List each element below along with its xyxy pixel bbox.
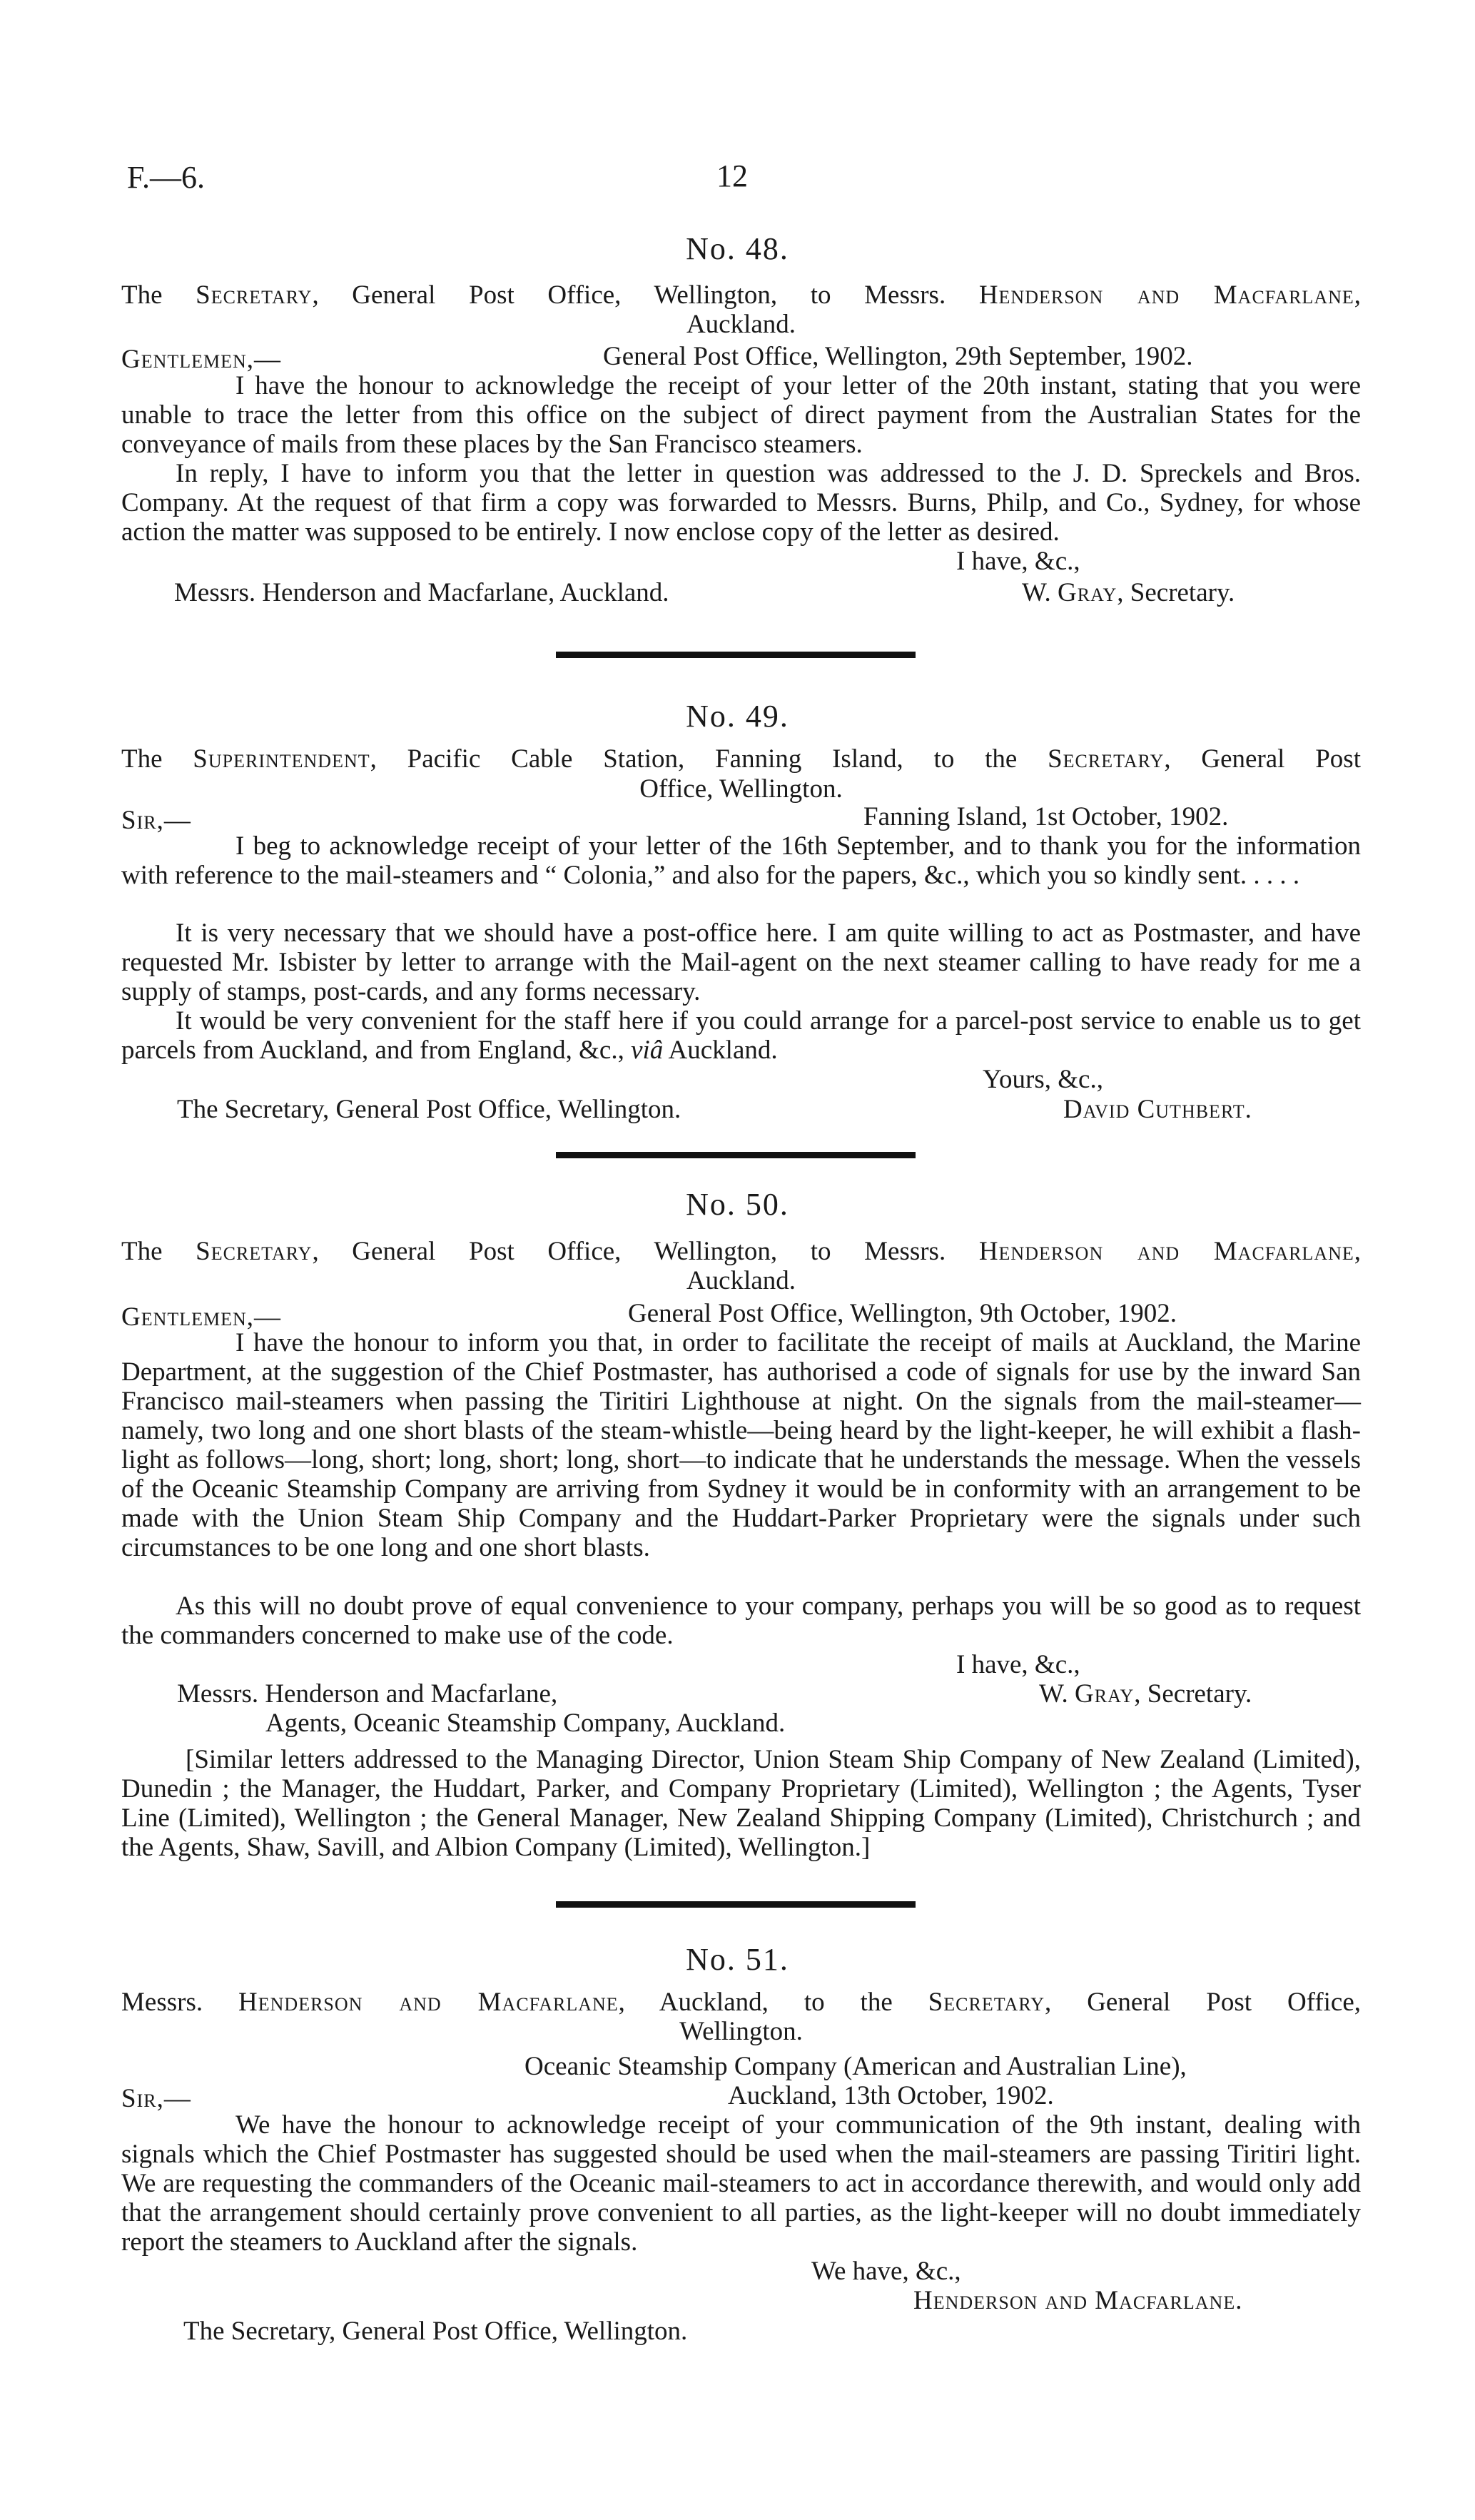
addressee: Messrs. Henderson and Macfarlane, Auckland. xyxy=(174,578,669,607)
letter-number: No. 50. xyxy=(686,1187,789,1222)
sender-name: Superintendent xyxy=(193,744,370,774)
salutation: Gentlemen,— xyxy=(121,345,282,374)
addressee: Messrs. Henderson and Macfarlane, xyxy=(177,1679,558,1709)
place-date: Auckland, 13th October, 1902. xyxy=(728,2081,1054,2110)
page-number: 12 xyxy=(716,158,748,193)
place-line: Oceanic Steamship Company (American and Australian Line), xyxy=(524,2052,1187,2081)
closing: Yours, &c., xyxy=(983,1065,1103,1094)
signature: W. Gray, Secretary. xyxy=(1022,578,1235,607)
closing: I have, &c., xyxy=(956,547,1080,576)
place-date: Fanning Island, 1st October, 1902. xyxy=(863,802,1229,831)
letter-address-line2: Wellington. xyxy=(679,2017,803,2046)
paragraph: It is very necessary that we should have a post-office here. I am quite willing to act as Postmaster, and have requested Mr. Isbister by letter to arrange with the Mail-agent on the next steamer calling to have ready for me a supply of stamps, post-cards, and any forms necessary. xyxy=(121,919,1361,1006)
document-reference: F.—6. xyxy=(127,160,205,195)
note-paragraph: [Similar letters addressed to the Managing Director, Union Steam Ship Company of New Zealand (Limited), Dunedin ; the Manager, the Huddart, Parker, and Company Proprietary (Limited), Wellington ; the Agents, Tyser Line (Limited), Wellington ; the General Manager, New Zealand Shipping Company (Limited), Christchurch ; and the Agents, Shaw, Savill, and Albion Company (Limited), Wellington.] xyxy=(121,1745,1361,1862)
paragraph: In reply, I have to inform you that the letter in question was addressed to the J. D. Spreckels and Bros. Company. At the request of that firm a copy was forwarded to Messrs. Burns, Philp, and Co., Sydney, for whose action the matter was supposed to be entirely. I now enclose copy of the letter as desired. xyxy=(121,459,1361,547)
recipient-name: Henderson and Macfarlane xyxy=(978,280,1354,310)
place-date: General Post Office, Wellington, 29th September, 1902. xyxy=(603,342,1193,371)
recipient-name: Secretary xyxy=(928,1988,1045,2017)
salutation: Sir,— xyxy=(121,806,191,835)
paragraph: I have the honour to inform you that, in order to facilitate the receipt of mails at Auckland, the Marine Department, at the suggestion of the Chief Postmaster, has authorised a code of signals for use by the inward San Francisco mail-steamers when passing the Tiritiri Lighthouse at night. On the signals from the mail-steamer—namely, two long and one short blasts of the steam-whistle—being heard by the light-keeper, he will exhibit a flash-light as follows—long, short; long, short; long, short—to indicate that he understands the message. When the vessels of the Oceanic Steamship Company are arriving from Sydney it would be in conformity with an arrangement to be made with the Union Steam Ship Company and the Huddart-Parker Proprietary were the signals under such circumstances to be one long and one short blasts. xyxy=(121,1328,1361,1562)
signature: David Cuthbert. xyxy=(1063,1095,1252,1124)
recipient-name: Henderson and Macfarlane xyxy=(978,1237,1354,1266)
signature: Henderson and Macfarlane. xyxy=(913,2286,1243,2315)
paragraph: I have the honour to acknowledge the receipt of your letter of the 20th instant, stating that you were unable to trace the letter from this office on the subject of direct payment from the Australian States for the conveyance of mails from these places by the San Francisco steamers. xyxy=(121,371,1361,459)
section-divider xyxy=(556,1901,916,1908)
section-divider xyxy=(556,652,916,658)
letter-address: The Secretary, General Post Office, Wellington, to Messrs. Henderson and Macfarlane, xyxy=(121,1237,1361,1266)
addressee-line2: Agents, Oceanic Steamship Company, Auckland. xyxy=(265,1709,786,1738)
letter-address-line2: Office, Wellington. xyxy=(639,774,843,804)
closing: I have, &c., xyxy=(956,1650,1080,1679)
sender-name: Secretary xyxy=(196,280,313,310)
section-divider xyxy=(556,1152,916,1158)
signature: W. Gray, Secretary. xyxy=(1039,1679,1252,1709)
sender-name: Secretary xyxy=(196,1237,313,1266)
addressee: The Secretary, General Post Office, Wellington. xyxy=(177,1095,681,1124)
sender-name: Henderson and Macfarlane xyxy=(238,1988,619,2017)
letter-address: The Superintendent, Pacific Cable Station, Fanning Island, to the Secretary, General Post xyxy=(121,744,1361,774)
place-date: General Post Office, Wellington, 9th October, 1902. xyxy=(628,1299,1177,1328)
addressee: The Secretary, General Post Office, Wellington. xyxy=(183,2317,688,2346)
salutation: Sir,— xyxy=(121,2084,191,2113)
letter-address-line2: Auckland. xyxy=(686,310,796,339)
letter-address: Messrs. Henderson and Macfarlane, Auckland, to the Secretary, General Post Office, xyxy=(121,1988,1362,2017)
paragraph: We have the honour to acknowledge receipt of your communication of the 9th instant, dealing with signals which the Chief Postmaster has suggested should be used when the mail-steamers are passing Tiritiri light. We are requesting the commanders of the Oceanic mail-steamers to act in accordance therewith, and would only add that the arrangement should certainly prove convenient to all parties, as the light-keeper will no doubt immediately report the steamers to Auckland after the signals. xyxy=(121,2110,1361,2257)
recipient-name: Secretary xyxy=(1048,744,1165,774)
letter-address-line2: Auckland. xyxy=(686,1266,796,1295)
letter-number: No. 49. xyxy=(686,699,789,734)
letter-number: No. 51. xyxy=(686,1942,789,1977)
letter-address: The Secretary, General Post Office, Wellington, to Messrs. Henderson and Macfarlane, xyxy=(121,280,1361,310)
paragraph: As this will no doubt prove of equal convenience to your company, perhaps you will be so good as to request the commanders concerned to make use of the code. xyxy=(121,1592,1361,1650)
paragraph: It would be very convenient for the staff here if you could arrange for a parcel-post service to enable us to get parcels from Auckland, and from England, &c., viâ Auckland. xyxy=(121,1006,1361,1065)
paragraph: I beg to acknowledge receipt of your letter of the 16th September, and to thank you for the information with reference to the mail-steamers and “ Colonia,” and also for the papers, &c., which you so kindly sent. . . . . xyxy=(121,831,1361,890)
closing: We have, &c., xyxy=(811,2257,961,2286)
salutation: Gentlemen,— xyxy=(121,1302,282,1332)
letter-number: No. 48. xyxy=(686,231,789,266)
